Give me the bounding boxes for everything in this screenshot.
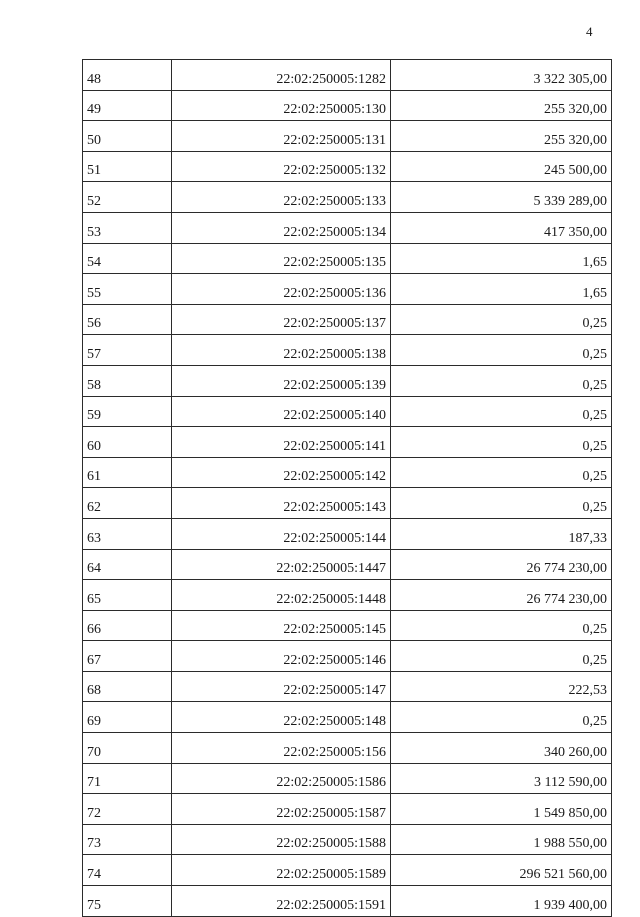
cadastral-number-cell: 22:02:250005:143 bbox=[172, 488, 391, 519]
row-number-cell: 64 bbox=[83, 549, 172, 580]
table-row bbox=[83, 90, 612, 121]
row-number-cell: 72 bbox=[83, 794, 172, 825]
cadastral-number-cell: 22:02:250005:135 bbox=[172, 243, 391, 274]
table-row bbox=[83, 824, 612, 855]
table-row bbox=[83, 182, 612, 213]
cadastral-number-cell: 22:02:250005:138 bbox=[172, 335, 391, 366]
cadastral-number-cell: 22:02:250005:132 bbox=[172, 151, 391, 182]
cadastral-value-cell: 417 350,00 bbox=[391, 212, 612, 243]
table-row bbox=[83, 427, 612, 458]
cadastral-value-table bbox=[82, 59, 612, 917]
row-number-cell: 75 bbox=[83, 886, 172, 917]
cadastral-number-cell: 22:02:250005:137 bbox=[172, 304, 391, 335]
row-number-cell: 70 bbox=[83, 733, 172, 764]
cadastral-number-cell: 22:02:250005:136 bbox=[172, 274, 391, 305]
cadastral-value-cell: 26 774 230,00 bbox=[391, 580, 612, 611]
table-row bbox=[83, 794, 612, 825]
table-row bbox=[83, 212, 612, 243]
cadastral-value-cell: 0,25 bbox=[391, 304, 612, 335]
row-number-cell: 73 bbox=[83, 824, 172, 855]
row-number-cell: 67 bbox=[83, 641, 172, 672]
cadastral-number-cell: 22:02:250005:146 bbox=[172, 641, 391, 672]
table-row bbox=[83, 671, 612, 702]
cadastral-number-cell: 22:02:250005:1586 bbox=[172, 763, 391, 794]
table-row bbox=[83, 365, 612, 396]
table-row bbox=[83, 610, 612, 641]
cadastral-value-cell: 0,25 bbox=[391, 610, 612, 641]
cadastral-value-cell: 1 939 400,00 bbox=[391, 886, 612, 917]
table-row bbox=[83, 335, 612, 366]
cadastral-value-cell: 3 322 305,00 bbox=[391, 60, 612, 91]
row-number-cell: 56 bbox=[83, 304, 172, 335]
cadastral-number-cell: 22:02:250005:1282 bbox=[172, 60, 391, 91]
cadastral-number-cell: 22:02:250005:1448 bbox=[172, 580, 391, 611]
table-row bbox=[83, 396, 612, 427]
row-number-cell: 53 bbox=[83, 212, 172, 243]
table-row bbox=[83, 580, 612, 611]
cadastral-value-cell: 245 500,00 bbox=[391, 151, 612, 182]
row-number-cell: 60 bbox=[83, 427, 172, 458]
table-body bbox=[83, 60, 612, 917]
row-number-cell: 66 bbox=[83, 610, 172, 641]
cadastral-value-cell: 0,25 bbox=[391, 457, 612, 488]
row-number-cell: 65 bbox=[83, 580, 172, 611]
row-number-cell: 52 bbox=[83, 182, 172, 213]
table-row bbox=[83, 60, 612, 91]
table-row bbox=[83, 733, 612, 764]
row-number-cell: 59 bbox=[83, 396, 172, 427]
cadastral-number-cell: 22:02:250005:156 bbox=[172, 733, 391, 764]
row-number-cell: 51 bbox=[83, 151, 172, 182]
table-row bbox=[83, 457, 612, 488]
table-row bbox=[83, 549, 612, 580]
cadastral-number-cell: 22:02:250005:133 bbox=[172, 182, 391, 213]
cadastral-number-cell: 22:02:250005:147 bbox=[172, 671, 391, 702]
row-number-cell: 49 bbox=[83, 90, 172, 121]
row-number-cell: 57 bbox=[83, 335, 172, 366]
cadastral-value-cell: 0,25 bbox=[391, 702, 612, 733]
cadastral-number-cell: 22:02:250005:140 bbox=[172, 396, 391, 427]
row-number-cell: 48 bbox=[83, 60, 172, 91]
cadastral-value-cell: 3 112 590,00 bbox=[391, 763, 612, 794]
cadastral-value-cell: 0,25 bbox=[391, 335, 612, 366]
cadastral-value-cell: 255 320,00 bbox=[391, 121, 612, 152]
table-row bbox=[83, 763, 612, 794]
row-number-cell: 74 bbox=[83, 855, 172, 886]
table-row bbox=[83, 702, 612, 733]
cadastral-value-cell: 0,25 bbox=[391, 641, 612, 672]
cadastral-number-cell: 22:02:250005:1591 bbox=[172, 886, 391, 917]
cadastral-value-cell: 222,53 bbox=[391, 671, 612, 702]
cadastral-value-cell: 1,65 bbox=[391, 243, 612, 274]
cadastral-number-cell: 22:02:250005:130 bbox=[172, 90, 391, 121]
cadastral-number-cell: 22:02:250005:141 bbox=[172, 427, 391, 458]
cadastral-number-cell: 22:02:250005:1588 bbox=[172, 824, 391, 855]
row-number-cell: 68 bbox=[83, 671, 172, 702]
row-number-cell: 55 bbox=[83, 274, 172, 305]
cadastral-value-cell: 1,65 bbox=[391, 274, 612, 305]
cadastral-number-cell: 22:02:250005:144 bbox=[172, 518, 391, 549]
cadastral-number-cell: 22:02:250005:142 bbox=[172, 457, 391, 488]
table-row bbox=[83, 274, 612, 305]
cadastral-number-cell: 22:02:250005:139 bbox=[172, 365, 391, 396]
cadastral-number-cell: 22:02:250005:1589 bbox=[172, 855, 391, 886]
cadastral-value-cell: 5 339 289,00 bbox=[391, 182, 612, 213]
row-number-cell: 58 bbox=[83, 365, 172, 396]
table-row bbox=[83, 518, 612, 549]
row-number-cell: 62 bbox=[83, 488, 172, 519]
table-row bbox=[83, 641, 612, 672]
row-number-cell: 63 bbox=[83, 518, 172, 549]
table-row bbox=[83, 151, 612, 182]
cadastral-value-cell: 1 988 550,00 bbox=[391, 824, 612, 855]
row-number-cell: 50 bbox=[83, 121, 172, 152]
cadastral-value-cell: 255 320,00 bbox=[391, 90, 612, 121]
cadastral-number-cell: 22:02:250005:148 bbox=[172, 702, 391, 733]
cadastral-value-cell: 0,25 bbox=[391, 427, 612, 458]
table-row bbox=[83, 243, 612, 274]
row-number-cell: 71 bbox=[83, 763, 172, 794]
table-row bbox=[83, 886, 612, 917]
row-number-cell: 54 bbox=[83, 243, 172, 274]
table-row bbox=[83, 121, 612, 152]
cadastral-number-cell: 22:02:250005:134 bbox=[172, 212, 391, 243]
table-row bbox=[83, 488, 612, 519]
cadastral-value-cell: 187,33 bbox=[391, 518, 612, 549]
cadastral-value-cell: 340 260,00 bbox=[391, 733, 612, 764]
cadastral-value-cell: 0,25 bbox=[391, 396, 612, 427]
cadastral-value-cell: 26 774 230,00 bbox=[391, 549, 612, 580]
cadastral-number-cell: 22:02:250005:131 bbox=[172, 121, 391, 152]
cadastral-value-cell: 1 549 850,00 bbox=[391, 794, 612, 825]
cadastral-value-cell: 296 521 560,00 bbox=[391, 855, 612, 886]
cadastral-value-cell: 0,25 bbox=[391, 365, 612, 396]
table-row bbox=[83, 855, 612, 886]
cadastral-value-cell: 0,25 bbox=[391, 488, 612, 519]
cadastral-number-cell: 22:02:250005:1587 bbox=[172, 794, 391, 825]
row-number-cell: 61 bbox=[83, 457, 172, 488]
cadastral-number-cell: 22:02:250005:1447 bbox=[172, 549, 391, 580]
table-row bbox=[83, 304, 612, 335]
page-number: 4 bbox=[586, 24, 593, 39]
row-number-cell: 69 bbox=[83, 702, 172, 733]
cadastral-number-cell: 22:02:250005:145 bbox=[172, 610, 391, 641]
